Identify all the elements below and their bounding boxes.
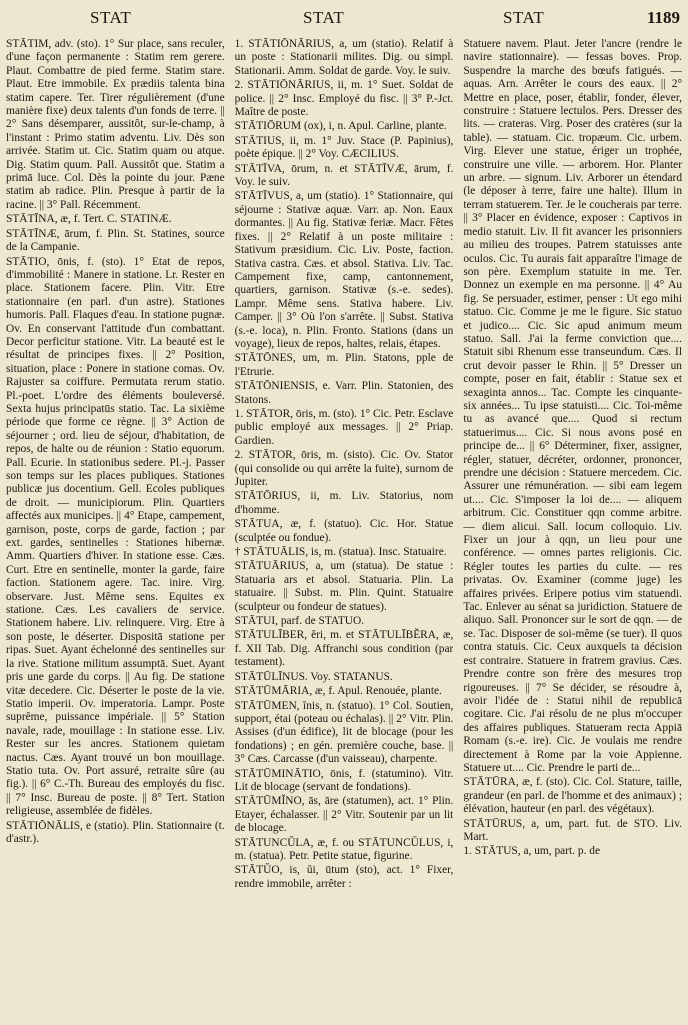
dictionary-entry: STĀTĪVUS, a, um (statio). 1° Stationnaire, qui séjourne : Stativæ aquæ. Varr. ap. Non. Eaux dormantes. || Au fig. Stativæ feriæ. Macr. Fêtes fixes. || 2° Relatif à un poste militaire : Stativum præsidium. Cic. Liv. Poste, faction. Stativa castra. Cæs. et absol. Stativa. Liv. Tac. Campement fixe, camp, cantonnement, quartiers, garnison. Stativæ (s.-e. sedes). Lampr. Même sens. Stativa habere. Liv. Camper. || 3° Où l'on s'arrête. || Subst. Stativa (s.-e. loca), n. Plin. Fronto. Stations (dans un voyage), lieux de repos, haltes, relais, étapes. (234, 190, 454, 350)
dictionary-entry: STĀTĪNA, æ, f. Tert. C. STATINÆ. (6, 213, 172, 226)
dictionary-entry: 2. STĀTOR, ōris, m. (sisto). Cic. Ov. Stator (qui consolide ou qui arrête la fuite), surnom de Jupiter. (234, 449, 454, 488)
dictionary-entry: STĀTŪMEN, ĭnis, n. (statuo). 1° Col. Soutien, support, étai (poteau ou échalas). || 2° Vitr. Plin. Assises (d'un édifice), lit de blocage (pour les fondations) ; en gén. première couche, base. || 3° Cæs. Carcasse (d'un vaisseau), charpente. (234, 699, 454, 766)
page-number: 1189 (646, 8, 680, 27)
dictionary-entry: 2. STĀTIŌNĀRIUS, ii, m. 1° Suet. Soldat de police. || 2° Insc. Employé du fisc. || 3° P.-Jct. Maître de poste. (234, 79, 454, 119)
dictionary-entry: † STĀTUĀLIS, is, m. (statua). Insc. Statuaire. (234, 546, 447, 559)
dictionary-entry: STĀTŬO, is, ŭi, ūtum (sto), act. 1° Fixer, rendre immobile, arrêter : (234, 864, 454, 890)
dictionary-entry: STĀTŪLĪNUS. Voy. STATANUS. (234, 670, 393, 683)
dictionary-entry: STĀTUA, æ, f. (statuo). Cic. Hor. Statue (sculptée ou fondue). (234, 518, 454, 544)
column-left (6, 38, 225, 1022)
dictionary-entry: Statuere navem. Plaut. Jeter l'ancre (rendre le navire stationnaire). — fessas boves. Prop. Suspendre la marche des bœufs fatigués. — aquas. Arn. Arrêter le cours des eaux. || 2° Mettre en place, poser, établir, fonder, élever, construire : Statuere lectulos. Pers. Dresser des lits. — crateras. Virg. Poser des cratères (sur la table). — statuam. Cic. tropæum. Cic. urbem. Virg. Elever une statue, ériger un trophée, construire une ville. — arborem. Hor. Planter un arbre. — signum. Liv. Arborer un étendard (le déposer à terre, faire une halte). Illum in terram statuerem. Ter. Je le coucherais par terre. || 3° Placer en évidence, exposer : Captivos in medio statuit. Liv. Il fit avancer les prisonniers au milieu des troupes. Patrem statuisses ante oculos. Cic. Tu aurais fait apparaître l'image de son père. Exemplum statuite in me. Ter. Donnez un exemple en ma personne. || 4° Au fig. Se persuader, estimer, penser : Ut ego mihi statuo. Cic. Comme je me le figure. Sic statuo et judico.... Cic. Sic apud animum meum statuo. Sall. J'ai la ferme conviction que.... Statuit sibi Rhenum esse transeundum. Cæs. Il crut devoir passer le Rhin. || 5° Dresser un compte, poser en fait, établir : Statue sex et sexaginta annos... Tac. Compte les cinquante-six années... Tu ipse statuisti.... Cic. Toi-même tu as avancé que.... Quod si rectum statuerimus.... Cic. Si nous avons posé en principe de... || 6° Déterminer, fixer, assigner, régler, statuer, décréter, ordonner, prononcer, prendre une décision : Statuere mercedem. Cic. Assurer une rémunération. — sibi eam legem ut.... Cic. S'imposer la loi de.... — aliquem arbitrum. Cic. Constituer qqn comme arbitre. — diem alicui. Sall. locum colloquio. Liv. Fixer un jour à qqn, un lieu pour une conférence. — omnes partes religionis. Cic. Régler toutes les parties du culte. — res privatas. Ov. Examiner (comme juge) les affaires privées. Eripere potius vim statuendi. Tac. Enlever au sénat sa juridiction. Statuere de aliquo. Sall. Prononcer sur le sort de qqn. — de se. Tac. Disposer de soi-même (se tuer). Il quos contra statuis. Cic. Ceux auxquels ta décision est contraire. Statuere in fratrem gravius. Cæs. Prendre contre son frère des mesures trop rigoureuses. || 7° Se décider, se résoudre à, avoir l'idée de : Statui nihil de republicā cogitare. Cic. J'ai résolu de ne plus m'occuper des affaires publiques. Statueram recta Appiā Romam (s.-e. ire). Cic. Je voulais me rendre directement à Rome par la voie Appienne. Statuere ut.... Cic. Prendre le parti de... (463, 38, 683, 774)
dictionary-entry: STĀTŌNES, um, m. Plin. Statons, pple de l'Etrurie. (234, 352, 454, 378)
dictionary-entry: STĀTIŌNĀLIS, e (statio). Plin. Stationnaire (t. d'astr.). (6, 819, 225, 845)
dictionary-entry: STĀTIO, ōnis, f. (sto). 1° Etat de repos, d'immobilité : Manere in statione. Lr. Rester en place. Stationem facere. Plin. Vitr. Etre stationnaire (en parl. d'un astre). Stationes humoris. Pall. Flaques d'eau. In statione pugnæ. Ov. En conservant l'attitude d'un combattant. Decor perficitur statione. Vitr. La beauté est le résultat de principes fixes. || 2° Position, situation, place : Ponere in statione comas. Ov. Rajuster sa coiffure. Permutata rerum statio. Pl.-poet. L'ordre des éléments bouleversé. Sexta hujus principatūs statio. Tac. La sixième période que forme ce règne. || 3° Action de séjourner ; ord. lieu de séjour, d'habitation, de repos, de halte ou de réunion : Statio equorum. Pall. Ecurie. In stationibus sedere. Pl.-j. Passer son temps sur les places publiques. Stationes publicæ jus docentium. Gell. Ecoles publiques de droit. — municipiorum. Plin. Quartiers affectés aux municipes. || 4° Etape, campement, garnison, poste, corps de garde, faction ; par ext. gardes, sentinelles : Stationes hibernæ. Amm. Quartiers d'hiver. In statione esse. Cæs. Curt. Etre en sentinelle, monter la garde, faire faction. Stationem agere. Tac. inire. Virg. observare. Just. Même sens. Equites ex statione. Cæs. Les cavaliers de service. Stationem habere. Liv. relinquere. Virg. Etre à son poste, le déserter. Dispositā statione per ripas. Suet. Ayant échelonné des sentinelles sur la rive. Statione militum assumptā. Suet. Ayant pris une garde du corps. || Au fig. De statione vitæ decedere. Cic. Déserter le poste de la vie. Statio imperii. Ov. imperatoria. Lampr. Poste suprême, puissance impériale. || 5° Station navale, rade, mouillage : In statione esse. Liv. Rester sur les ancres. Stationem quietam nactus. Cæs. Ayant trouvé un bon mouillage. Statio tuta. Ov. Port assuré, retraite sûre (au fig.). || 6° C.-Th. Bureau des employés du fisc. || 7° Insc. Bureau de poste. || 8° Tert. Station religieuse, assemblée de fidèles. (6, 255, 225, 818)
dictionary-entry: STĀTŌNIENSIS, e. Varr. Plin. Statonien, des Statons. (234, 380, 454, 406)
running-header (0, 0, 688, 40)
dictionary-entry: 1. STĀTIŌNĀRIUS, a, um (statio). Relatif à un poste : Stationarii milites. Dig. ou simpl. Stationarii. Amm. Soldat de garde. Voy. le suiv. (234, 38, 454, 77)
header-guide-word-right: STAT (503, 8, 545, 27)
dictionary-entry: STĀTŪMINĀTIO, ōnis, f. (statumino). Vitr. Lit de blocage (servant de fondations). (234, 767, 454, 793)
dictionary-entry: STĀTŪMĬNO, ās, āre (statumen), act. 1° Plin. Etayer, échalasser. || 2° Vitr. Soutenir par un lit de blocage. (234, 795, 454, 835)
dictionary-entry: STĀTŪMĀRIA, æ, f. Apul. Renouée, plante. (234, 685, 442, 698)
header-guide-word-middle: STAT (303, 8, 345, 27)
dictionary-entry: STĀTŪRUS, a, um, part. fut. de STO. Liv. Mart. (463, 817, 683, 843)
dictionary-entry: STĀTŪRA, æ, f. (sto). Cic. Col. Stature, taille, grandeur (en parl. de l'homme et des animaux) ; élévation, hauteur (en parl. des végétaux). (463, 776, 683, 816)
dictionary-entry: STĀTĪVA, ōrum, n. et STĀTĪVÆ, ārum, f. Voy. le suiv. (234, 162, 454, 189)
dictionary-entry: STĀTUNCŬLA, æ, f. ou STĀTUNCŬLUS, i, m. (statua). Petr. Petite statue, figurine. (234, 836, 454, 862)
dictionary-entry: STĀTĪNÆ, ārum, f. Plin. St. Statines, source de la Campanie. (6, 227, 225, 254)
text-columns (6, 38, 682, 1022)
dictionary-entry: STĀTUĀRIUS, a, um (statua). De statue : Statuaria ars et absol. Statuaria. Plin. La statuaire. || Subst. m. Plin. Quint. Statuaire (sculpteur ou fondeur de statues). (234, 560, 454, 613)
column-right (463, 38, 682, 1022)
column-middle (235, 38, 454, 1022)
dictionary-entry: STĀTŌRIUS, ii, m. Liv. Statorius, nom d'homme. (234, 490, 454, 516)
dictionary-entry: 1. STĀTOR, ōris, m. (sto). 1° Cic. Petr. Esclave public employé aux messages. || 2° Priap. Gardien. (234, 407, 454, 447)
dictionary-entry: 1. STĀTUS, a, um, part. p. de (463, 845, 601, 858)
dictionary-entry: STĀTUI, parf. de STATUO. (234, 615, 365, 628)
dictionary-entry: STĀTIM, adv. (sto). 1° Sur place, sans reculer, d'une façon permanente : Statim rem gerere. Plaut. Combattre de pied ferme. Statim stare. Plaut. Etre immobile. Ex prædiis talenta bina statim capere. Ter. Tirer régulièrement (d'une manière fixe) deux talents d'un fonds de terre. || 2° Sans désemparer, aussitôt, sur-le-champ, à l'instant : Primo statim adventu. Liv. Dès son arrivée. Statim ut. Cic. Statim quam ou atque. Dig. Statim quum. Pall. Aussitôt que. Statim a primā luce. Col. Dès la pointe du jour. Pæne statim ab radice. Plin. Presque à partir de la racine. || 3° Pall. Récemment. (6, 38, 225, 211)
dictionary-entry: STĀTIUS, ii, m. 1° Juv. Stace (P. Papinius), poète épique. || 2° Voy. CÆCILIUS. (234, 134, 454, 161)
dictionary-entry: STĀTIŌRUM (ox), i, n. Apul. Carline, plante. (234, 120, 447, 133)
dictionary-entry: STĀTULĪBER, ĕri, m. et STĀTULĪBĔRA, æ, f. XII Tab. Dig. Affranchi sous condition (par testament). (234, 629, 454, 669)
header-guide-word-left: STAT (90, 8, 132, 27)
